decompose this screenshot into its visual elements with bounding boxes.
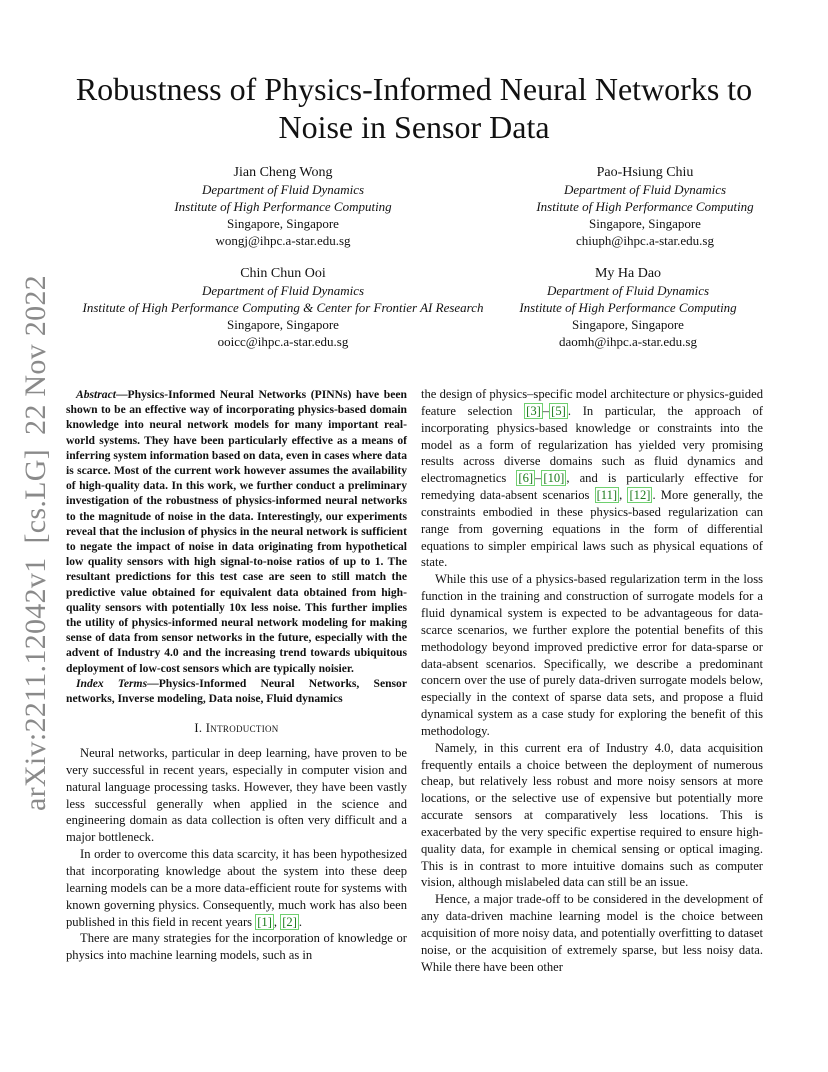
citation-link[interactable]: [2]	[282, 914, 297, 929]
intro-p2-text-a: In order to overcome this data scarcity, it has been hypothesized that incorporating knowledge about the system into these deep learning models can be a more data-efficient route for systems with known governing physics. Consequently, much work has also been published in this field in recent years	[66, 847, 407, 929]
author-dept: Department of Fluid Dynamics	[563, 182, 727, 197]
author-location: Singapore, Singapore	[227, 317, 339, 332]
index-terms-label: Index Terms	[76, 676, 148, 690]
right-paragraph-2: While this use of a physics-based regularization term in the loss function in the training and construction of surrogate models for a fluid dynamical system is expected to be advantageous for data-scarce scenarios, we further explore the potential benefits of this methodology beyond improved predictive error for data-sparse or data-absent scenarios. Specifically, we describe a predominant concern over the use of purely data-driven surrogate models below, especially in the context of sparse data sets, and propose a fluid dynamical system as a case study for exploring the benefit of this methodology.	[421, 572, 763, 738]
abstract-label: Abstract	[76, 388, 116, 401]
author-inst: Institute of High Performance Computing	[174, 199, 392, 214]
right-paragraph-4: Hence, a major trade-off to be considered in the development of any data-driven machine learning model is the choice between acquisition of more noisy data, and potentially overfitting to dataset noise, or the acquisition of extremely sparse, but less noisy data. While there have been other	[421, 892, 763, 974]
section-heading-introduction: I. Introduction	[194, 721, 279, 736]
author-name: Pao-Hsiung Chiu	[596, 165, 694, 180]
citation-link[interactable]: [6]	[518, 471, 534, 486]
paper-title	[60, 70, 768, 146]
citation-link[interactable]: [12]	[629, 488, 651, 503]
author-location: Singapore, Singapore	[572, 317, 684, 332]
author-email[interactable]: daomh@ihpc.a-star.edu.sg	[559, 334, 697, 349]
intro-paragraph-1: Neural networks, particular in deep learning, have proven to be very successful in recent years, especially in computer vision and natural language processing tasks. However, they have been vastly less successful generally when applied in the science and engineering domain as data collection is often very difficult and a major bottleneck.	[66, 746, 407, 845]
arxiv-id: arXiv:2211.12042v1	[19, 557, 52, 811]
author-block-2	[500, 164, 790, 249]
right-p1-text-g: . More generally, the constraints embodied in these physics-based regularization can range from governing equations in the form of differential equations to simpler empirical laws such as physical equations of state.	[421, 488, 763, 570]
abstract-text: —Physics-Informed Neural Networks (PINNs) have been shown to be an effective way of incorporating physics-based domain knowledge into neural network models for many important real-world systems. They have been particularly effective as a means of inferring system information based on data, even in cases where data is scarce. Most of the current work however assumes the availability of high-quality data. In this work, we further conduct a preliminary investigation of the robustness of physics-informed neural networks to the magnitude of noise in the data. Interestingly, our experiments reveal that the inclusion of physics in the neural network is sufficient to negate the impact of noise in data originating from hypothetical low quality sensors with high signal-to-noise ratios of up to 1. The resultant predictions for this test case are seen to still match the predictive value obtained for equivalent data obtained from high-quality sensors with potentially 10x less noise. This further implies the utility of physics-informed neural network modeling for making sense of data from sensor networks in the future, especially with the advent of Industry 4.0 and the increasing trend towards ubiquitous deployment of low-cost sensors which are typically noisier.	[66, 388, 407, 675]
intro-p2-text-c: .	[298, 914, 303, 929]
author-name: Chin Chun Ooi	[240, 266, 326, 281]
author-name: Jian Cheng Wong	[233, 165, 333, 180]
right-p1-text-d: –	[535, 471, 542, 486]
author-email[interactable]: chiuph@ihpc.a-star.edu.sg	[576, 233, 714, 248]
intro-paragraph-3: There are many strategies for the incorporation of knowledge or physics into machine learning models, such as in	[66, 931, 407, 963]
author-email[interactable]: ooicc@ihpc.a-star.edu.sg	[217, 334, 349, 349]
right-p1-text-c: . In particular, the approach of incorporating physics-based knowledge or constraints into the model as a form of regularization has yielded very promising results across diverse domains such as fluid dynamics and electromagnetics	[421, 403, 763, 486]
right-p1-text-f: ,	[619, 488, 628, 503]
author-block-3	[60, 265, 506, 350]
author-inst: Institute of High Performance Computing	[519, 300, 737, 315]
author-block-1	[138, 164, 428, 249]
author-name: My Ha Dao	[594, 266, 662, 281]
arxiv-sidebar-stamp	[19, 261, 53, 811]
intro-p2-text-b: ,	[273, 914, 281, 929]
right-p1-text-e: , and is particularly effective for remedying data-absent scenarios	[421, 471, 763, 503]
arxiv-date: 22 Nov 2022	[19, 275, 52, 435]
arxiv-category: [cs.LG]	[19, 448, 52, 544]
citation-link[interactable]: [5]	[551, 403, 566, 418]
citation-link[interactable]: [3]	[526, 403, 541, 418]
right-p1-text-a: the design of physics–specific model architecture or physics-guided feature selection	[421, 387, 763, 418]
title-line-2: Noise in Sensor Data	[278, 109, 550, 145]
author-inst: Institute of High Performance Computing	[536, 199, 754, 214]
author-dept: Department of Fluid Dynamics	[546, 283, 710, 298]
right-paragraph-3: Namely, in this current era of Industry 4.0, data acquisition frequently entails a choice between the deployment of numerous cheap, but relatively less robust and more noisy sensors at more locations, or the selective use of expensive but potentially more accurate sensors at comparatively less locations. This is exacerbated by the very specific expertise required to ensure high-quality data, for example in chemical sensing or optical imaging. This is in contrast to more intuitive domains such as computer vision, although mislabeled data can still be an issue.	[421, 740, 763, 890]
index-terms-text: —Physics-Informed Neural Networks, Sensor networks, Inverse modeling, Data noise, Fluid dynamics	[66, 676, 407, 706]
author-block-4	[500, 265, 756, 350]
author-location: Singapore, Singapore	[589, 216, 701, 231]
author-inst: Institute of High Performance Computing & Center for Frontier AI Research	[82, 300, 484, 315]
abstract	[66, 387, 407, 706]
author-dept: Department of Fluid Dynamics	[201, 283, 365, 298]
author-email[interactable]: wongj@ihpc.a-star.edu.sg	[215, 233, 351, 248]
intro-paragraph-2	[66, 846, 407, 930]
right-p1-text-b: –	[542, 403, 550, 418]
citation-link[interactable]: [10]	[543, 471, 565, 486]
left-column	[66, 387, 407, 964]
title-line-1: Robustness of Physics-Informed Neural Networks to	[75, 71, 753, 107]
author-dept: Department of Fluid Dynamics	[201, 182, 365, 197]
author-location: Singapore, Singapore	[227, 216, 339, 231]
right-column	[421, 386, 763, 976]
citation-link[interactable]: [1]	[257, 914, 272, 929]
citation-link[interactable]: [11]	[596, 488, 618, 503]
right-paragraph-1	[421, 386, 763, 571]
